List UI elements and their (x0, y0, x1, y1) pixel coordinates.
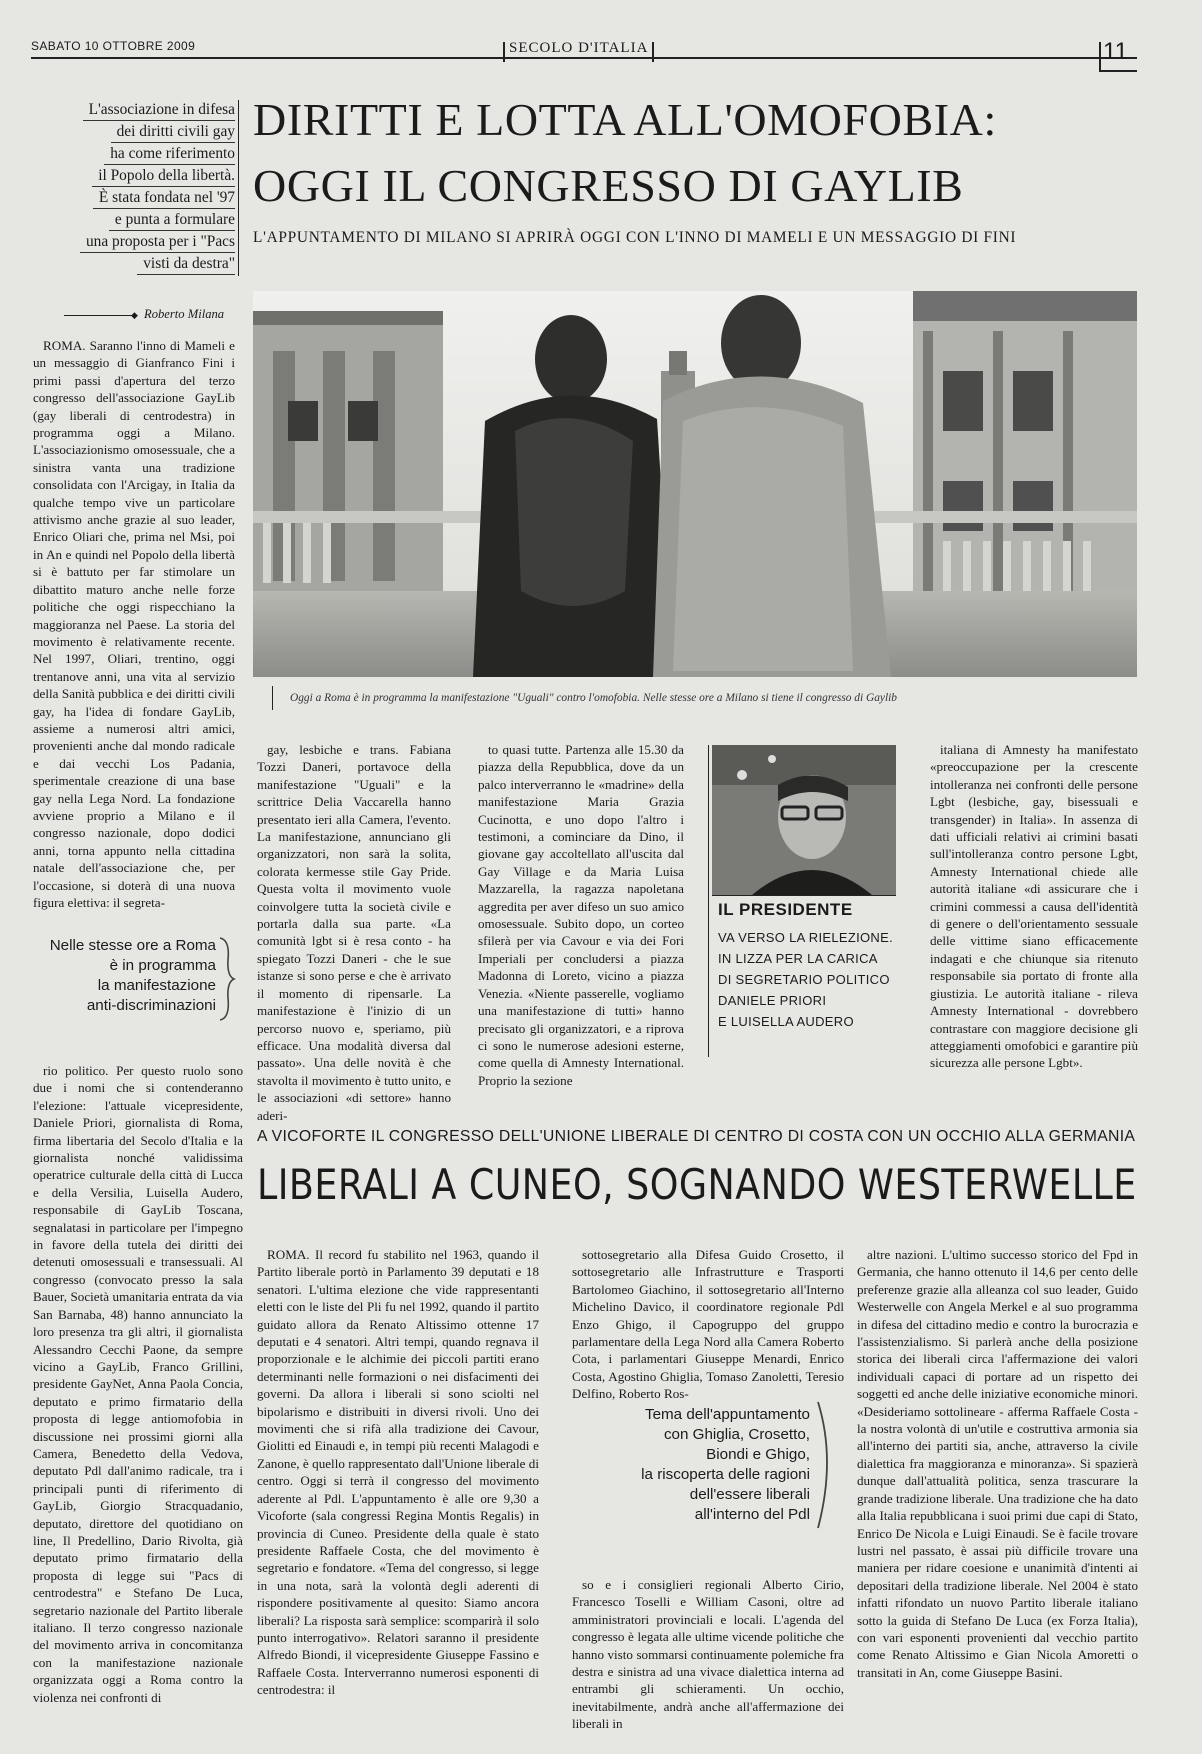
byline: Roberto Milana (144, 307, 225, 321)
deck-line: È stata fondata nel '97 (93, 188, 235, 209)
column-text: so e i consiglieri regionali Alberto Cirio, Francesco Toselli e William Casoni, oltre ad amministratori provinciali e locali. L'agenda del congresso è legata alle ultime vicende politiche che hanno visto sommarsi continuamente polemiche fra destra e sinistra ad una vivace dialettica interna ad entrambi gli schieramenti. Un occhio, inevitabilmente, andrà anche all'affermazione dei liberali in (572, 1577, 844, 1732)
box-body (718, 927, 898, 1032)
brace-icon (218, 936, 236, 1022)
deck-line: una proposta per i "Pacs (80, 232, 235, 253)
deck-line: e punta a formulare (109, 210, 235, 231)
column-text: rio politico. Per questo ruolo sono due i nomi che si contenderanno l'elezione: l'attuale vicepresidente, Daniele Priori, giornalista di Roma, firma libertaria del Secolo d'Italia e la giornalista nonché validissima operatrice culturale della città di Lucca e della Versilia, Luisella Audero, responsabile di GayLib Toscana, segnalatasi in particolare per l'impegno in favore della tutela dei diritti dei detenuti omosessuali e transessuali. Al congresso (convocato presso la sala Bauer, Società umanitaria entrata da via San Barnaba, 48) hanno annunciato la loro presenza tra gli altri, il giornalista Alessandro Cecchi Paone, da sempre vicino a GayLib, Franco Grillini, presidente GayNet, Anna Paola Concia, deputato e primo firmatario della proposta di legge antiomofobia in discussione nei prossimi giorni alla Camera, Benedetto della Vedova, deputato Pdl dall'animo radicale, tra i principali punti di riferimento di GayLib, Giorgio Stracquadanio, deputato, direttore del quotidiano on line, Il Predellino, Dario Rivolta, già deputato primo firmatario della proposta di legge sui "Pacs di centrodestra" e Stefano De Luca, segretario nazionale del Partito liberale italiano. Il terzo congresso nazionale del movimento arriva in concomitanza con la manifestazione nazionale organizzata oggi a Roma contro la violenza nei confronti di (33, 1063, 243, 1705)
pull-quote-line: è in programma (109, 957, 216, 974)
box-line: DANIELE PRIORI (718, 993, 827, 1008)
column-text: altre nazioni. L'ultimo successo storico del Fpd in Germania, che hanno ottenuto il 14,6 per cento delle preferenze grazie alla alleanza col suo leader, Guido Westerwelle con Angela Merkel e al suo programma in difesa del cittadino medio e contro la burocrazia e l'assistenzialismo. Si parlerà anche della posizione storica dei liberali circa l'affermazione dei valori individuali capaci di portare ad un rispetto dei soggetti ed anche delle iniziative economiche minori. «Desideriamo sottolineare - afferma Raffaele Costa - la nostra volontà di un'utile e costruttiva armonia sia all'interno dei partiti sia, anche, attraverso la civile dialettica fra maggioranza e minoranza». Si spazierà dunque dall'attualità politica, senza trascurare la grande tradizione liberale. Una tradizione che ha dato alla Italia repubblicana i suoi primi due capi di Stato, Enrico De Nicola e Luigi Einaudi. Se è facile trovare lustri nel passato, è assai più difficile trovare una maniera per ridare coesione e unanimità d'intenti ai depositari della tradizione liberale. Nel 2004 è stato infatti rifondato un nuovo Partito liberale italiano sotto la guida di Stefano De Luca (ex Forza Italia), con vari esponenti provenienti dal vecchio partito come Renato Altissimo e Gian Nicola Amoretti o transitati in An, come Giuseppe Basini. (857, 1247, 1138, 1680)
article-column (930, 741, 1138, 1099)
pull-quote-line: anti-discriminazioni (86, 997, 216, 1014)
header-divider (503, 42, 505, 62)
article-column (257, 1246, 539, 1726)
pull-quote-line: Nelle stesse ore a Roma (49, 937, 216, 954)
caption-rule (272, 686, 273, 710)
column-text: gay, lesbiche e trans. Fabiana Tozzi Daneri, portavoce della manifestazione "Uguali" e la scrittrice Delia Vaccarella hanno presentato ieri alla Camera, l'evento. La manifestazione, annunciano gli organizzatori, non sarà la solita, colorata kermesse stile Gay Pride. Questa volta il movimento vuole coinvolgere tutta la società civile e portarla dalla sua parte. «La comunità lgbt si è resa conto - ha spiegato Tozzi Daneri - che le sue istanze si sono perse e che è arrivato il momento di ripensarle. La manifestazione è l'inizio di un percorso nuovo e, speriamo, più efficace. Una modalità diversa dal passato». Una delle novità è che stavolta il movimento è tutto unito, e le associazioni «di settore» hanno aderi- (257, 742, 451, 1123)
pull-quote-line: con Ghiglia, Crosetto, (663, 1426, 810, 1443)
article-column (572, 1576, 844, 1732)
diamond-icon: ◆ (131, 310, 138, 320)
article-column (857, 1246, 1138, 1726)
portrait-photo (712, 745, 896, 895)
photo-caption: Oggi a Roma è in programma la manifestazione "Uguali" contro l'omofobia. Nelle stesse ore a Milano si tiene il congresso di Gaylib (290, 692, 898, 704)
article2-kicker: A VICOFORTE IL CONGRESSO DELL'UNIONE LIBERALE DI CENTRO DI COSTA CON UN OCCHIO ALLA GERMANIA (257, 1128, 1136, 1145)
column-text: sottosegretario alla Difesa Guido Crosetto, il sottosegretario alle Infrastrutture e Trasporti Bartolomeo Giachino, il sottosegretario all'Interno Michelino Davico, il coordinatore regionale Pdl Enzo Ghigo, il Capogruppo del gruppo parlamentare della Lega Nord alla Camera Roberto Cota, i parlamentari Giuseppe Menardi, Enrico Costa, Agostino Ghiglia, Tomaso Zanoletti, Teresio Delfino, Roberto Ros- (572, 1247, 844, 1402)
header-divider (1099, 42, 1101, 72)
box-line: IN LIZZA PER LA CARICA (718, 951, 878, 966)
pull-quote-line: la riscoperta delle ragioni (641, 1466, 810, 1483)
header-rule (31, 57, 1137, 59)
deck-line: il Popolo della libertà. (92, 166, 235, 187)
deck-line: ha come riferimento (104, 144, 235, 165)
deck-rule (238, 100, 239, 276)
article-column (257, 741, 451, 1123)
article-column (478, 741, 684, 1099)
header-divider (652, 42, 654, 62)
news-photo (253, 291, 1137, 677)
page-number-underline (1099, 70, 1137, 72)
column-text: ROMA. Il record fu stabilito nel 1963, quando il Partito liberale portò in Parlamento 39 deputati e 18 senatori. L'ultima elezione che vide rappresentanti eletti con le liste del Pli fu nel 1992, quando il partito guidato allora da Renato Altissimo ottenne 17 deputati e 4 senatori. Altri tempi, quando regnava il proporzionale e le alchimie dei piccoli partiti erano determinanti nelle formazioni o nei disfacimenti dei governi. Da allora i liberali si sono sciolti nel bipolarismo e distribuiti in diversi rivoli. Uno dei movimenti che si rifà alla tradizione dei Cavour, Giolitti ed Einaudi e, in tempi più recenti Malagodi e Zanone, è quello rappresentato dall'Unione liberale di centro. Oggi si terrà il congresso del movimento aderente al Pdl. L'appuntamento è alle ore 9,30 a Vicoforte (sala congressi Regina Montis Regalis) in provincia di Cuneo. Presidente della quale è stato presidente Raffaele Costa, che del movimento è segretario e fondatore. «Tema del congresso, si legge in una nota, sarà la volontà degli aderenti di rispondere positivamente al quesito: Siamo ancora liberali? La risposta sarà semplice: scomparirà il solo punto interrogativo». Relatori saranno il presidente Alfredo Biondi, il vicepresidente Giuseppe Fassino e Raffaele Costa. Interverranno numerosi esponenti di centrodestra: il (257, 1247, 539, 1698)
article-deck (30, 100, 235, 280)
portrait-illustration (712, 745, 896, 895)
box-line: E LUISELLA AUDERO (718, 1014, 854, 1029)
pull-quote (30, 936, 216, 1016)
pull-quote-line: la manifestazione (97, 977, 216, 994)
bracket-icon (814, 1400, 838, 1530)
issue-date: SABATO 10 OTTOBRE 2009 (31, 39, 196, 53)
column-text: italiana di Amnesty ha manifestato «preoccupazione per la crescente intolleranza nei confronti delle persone Lgbt (lesbiche, gay, bisessuali e transgender) in Italia». In assenza di dati ufficiali relativi ai crimini basati sull'intolleranza contro persone Lgbt, Amnesty International chiede alle autorità italiane «di assicurare che i crimini commessi a causa dell'identità di genere o dell'orientamento sessuale delle vittime siano efficacemente indagati e che chiunque sia ritenuto responsabile sia portato di fronte alla giustizia. Le autorità italiane - rileva Amnesty International - dovrebbero contrastare con maggiore decisione gli atteggiamenti omofobici e garantire più sicurezza alle persone Lgbt». (930, 742, 1138, 1071)
article2-title: LIBERALI A CUNEO, SOGNANDO WESTERWELLE (257, 1160, 1137, 1209)
box-rule (712, 895, 896, 896)
column-text: to quasi tutte. Partenza alle 15.30 da piazza della Repubblica, dove da un palco interverranno le «madrine» della manifestazione Maria Grazia Cucinotta, e uno dopo l'altro i testimoni, a cominciare da Dino, il giovane gay accoltellato all'uscita dal Gay Village e da Maria Luisa Mazzarella, la ragazza napoletana aggredita per aver difeso un suo amico omosessuale. Subito dopo, un corteo sfilerà per via Cavour e via dei Fori Imperiali per concludersi a piazza Madonna di Loreto, vicino a piazza Venezia. «Niente passerelle, vogliamo una manifestazione di tutti» hanno precisato gli organizzatori, e a riprova ci sono le numerose adesioni esterne, come quella di Amnesty International. Proprio la sezione (478, 742, 684, 1088)
box-rule (708, 745, 709, 1057)
deck-line: dei diritti civili gay (111, 122, 235, 143)
photo-illustration (253, 291, 1137, 677)
box-title: IL PRESIDENTE (718, 900, 853, 919)
box-line: VA VERSO LA RIELEZIONE. (718, 930, 893, 945)
pull-quote-line: dell'essere liberali (689, 1486, 810, 1503)
column-text: ROMA. Saranno l'inno di Mameli e un messaggio di Gianfranco Fini i primi passi d'apertura del terzo congresso dell'associazione GayLib (gay liberali di centrodestra) in programma oggi a Milano. L'associazionismo omosessuale, che a sinistra vanta una tradizione consolidata con l'Arcigay, in Italia da qualche tempo vive un particolare attivismo anche grazie al suo leader, Enrico Oliari che, prima nel Msi, poi in An e quindi nel Popolo della libertà si è battuto per far stimolare un dibattito maturo anche nelle forze politiche che oggi rispecchiano la maggioranza nel Paese. La storia del movimento è relativamente recente. Nel 1997, Oliari, trentino, oggi trentanove anni, una vita al servizio della Sanità pubblica e dei diritti civili gay, ha l'idea di fondare GayLib, assieme a numerosi altri amici, provenienti anche dal mondo radicale e dai vecchi Los Padania, sperimentale creazione di una base gay nella Lega Nord. La fondazione avviene proprio a Milano e il congresso nazionale, dopo dodici anni, torna appunto nella cittadina natale dell'associazione che, per l'occasione, si doterà di una nuova figura elettiva: il segreta- (33, 338, 235, 910)
pull-quote-line: Tema dell'appuntamento (644, 1406, 810, 1423)
article-title-line1: DIRITTI E LOTTA ALL'OMOFOBIA: (253, 94, 997, 145)
pull-quote (572, 1405, 810, 1525)
byline-rule (64, 315, 132, 316)
deck-line: L'associazione in difesa (83, 100, 235, 121)
article-subtitle: L'APPUNTAMENTO DI MILANO SI APRIRÀ OGGI CON L'INNO DI MAMELI E UN MESSAGGIO DI FINI (253, 229, 1017, 246)
article-column (572, 1246, 844, 1402)
newspaper-name: SECOLO D'ITALIA (509, 40, 649, 56)
pull-quote-line: Biondi e Ghigo, (706, 1446, 810, 1463)
article-column (33, 337, 235, 925)
box-line: DI SEGRETARIO POLITICO (718, 972, 890, 987)
pull-quote-line: all'interno del Pdl (694, 1506, 810, 1523)
article-title-line2: OGGI IL CONGRESSO DI GAYLIB (253, 160, 964, 211)
deck-line: visti da destra" (137, 254, 235, 275)
page-number: 11 (1103, 38, 1128, 65)
article-column (33, 1062, 243, 1722)
